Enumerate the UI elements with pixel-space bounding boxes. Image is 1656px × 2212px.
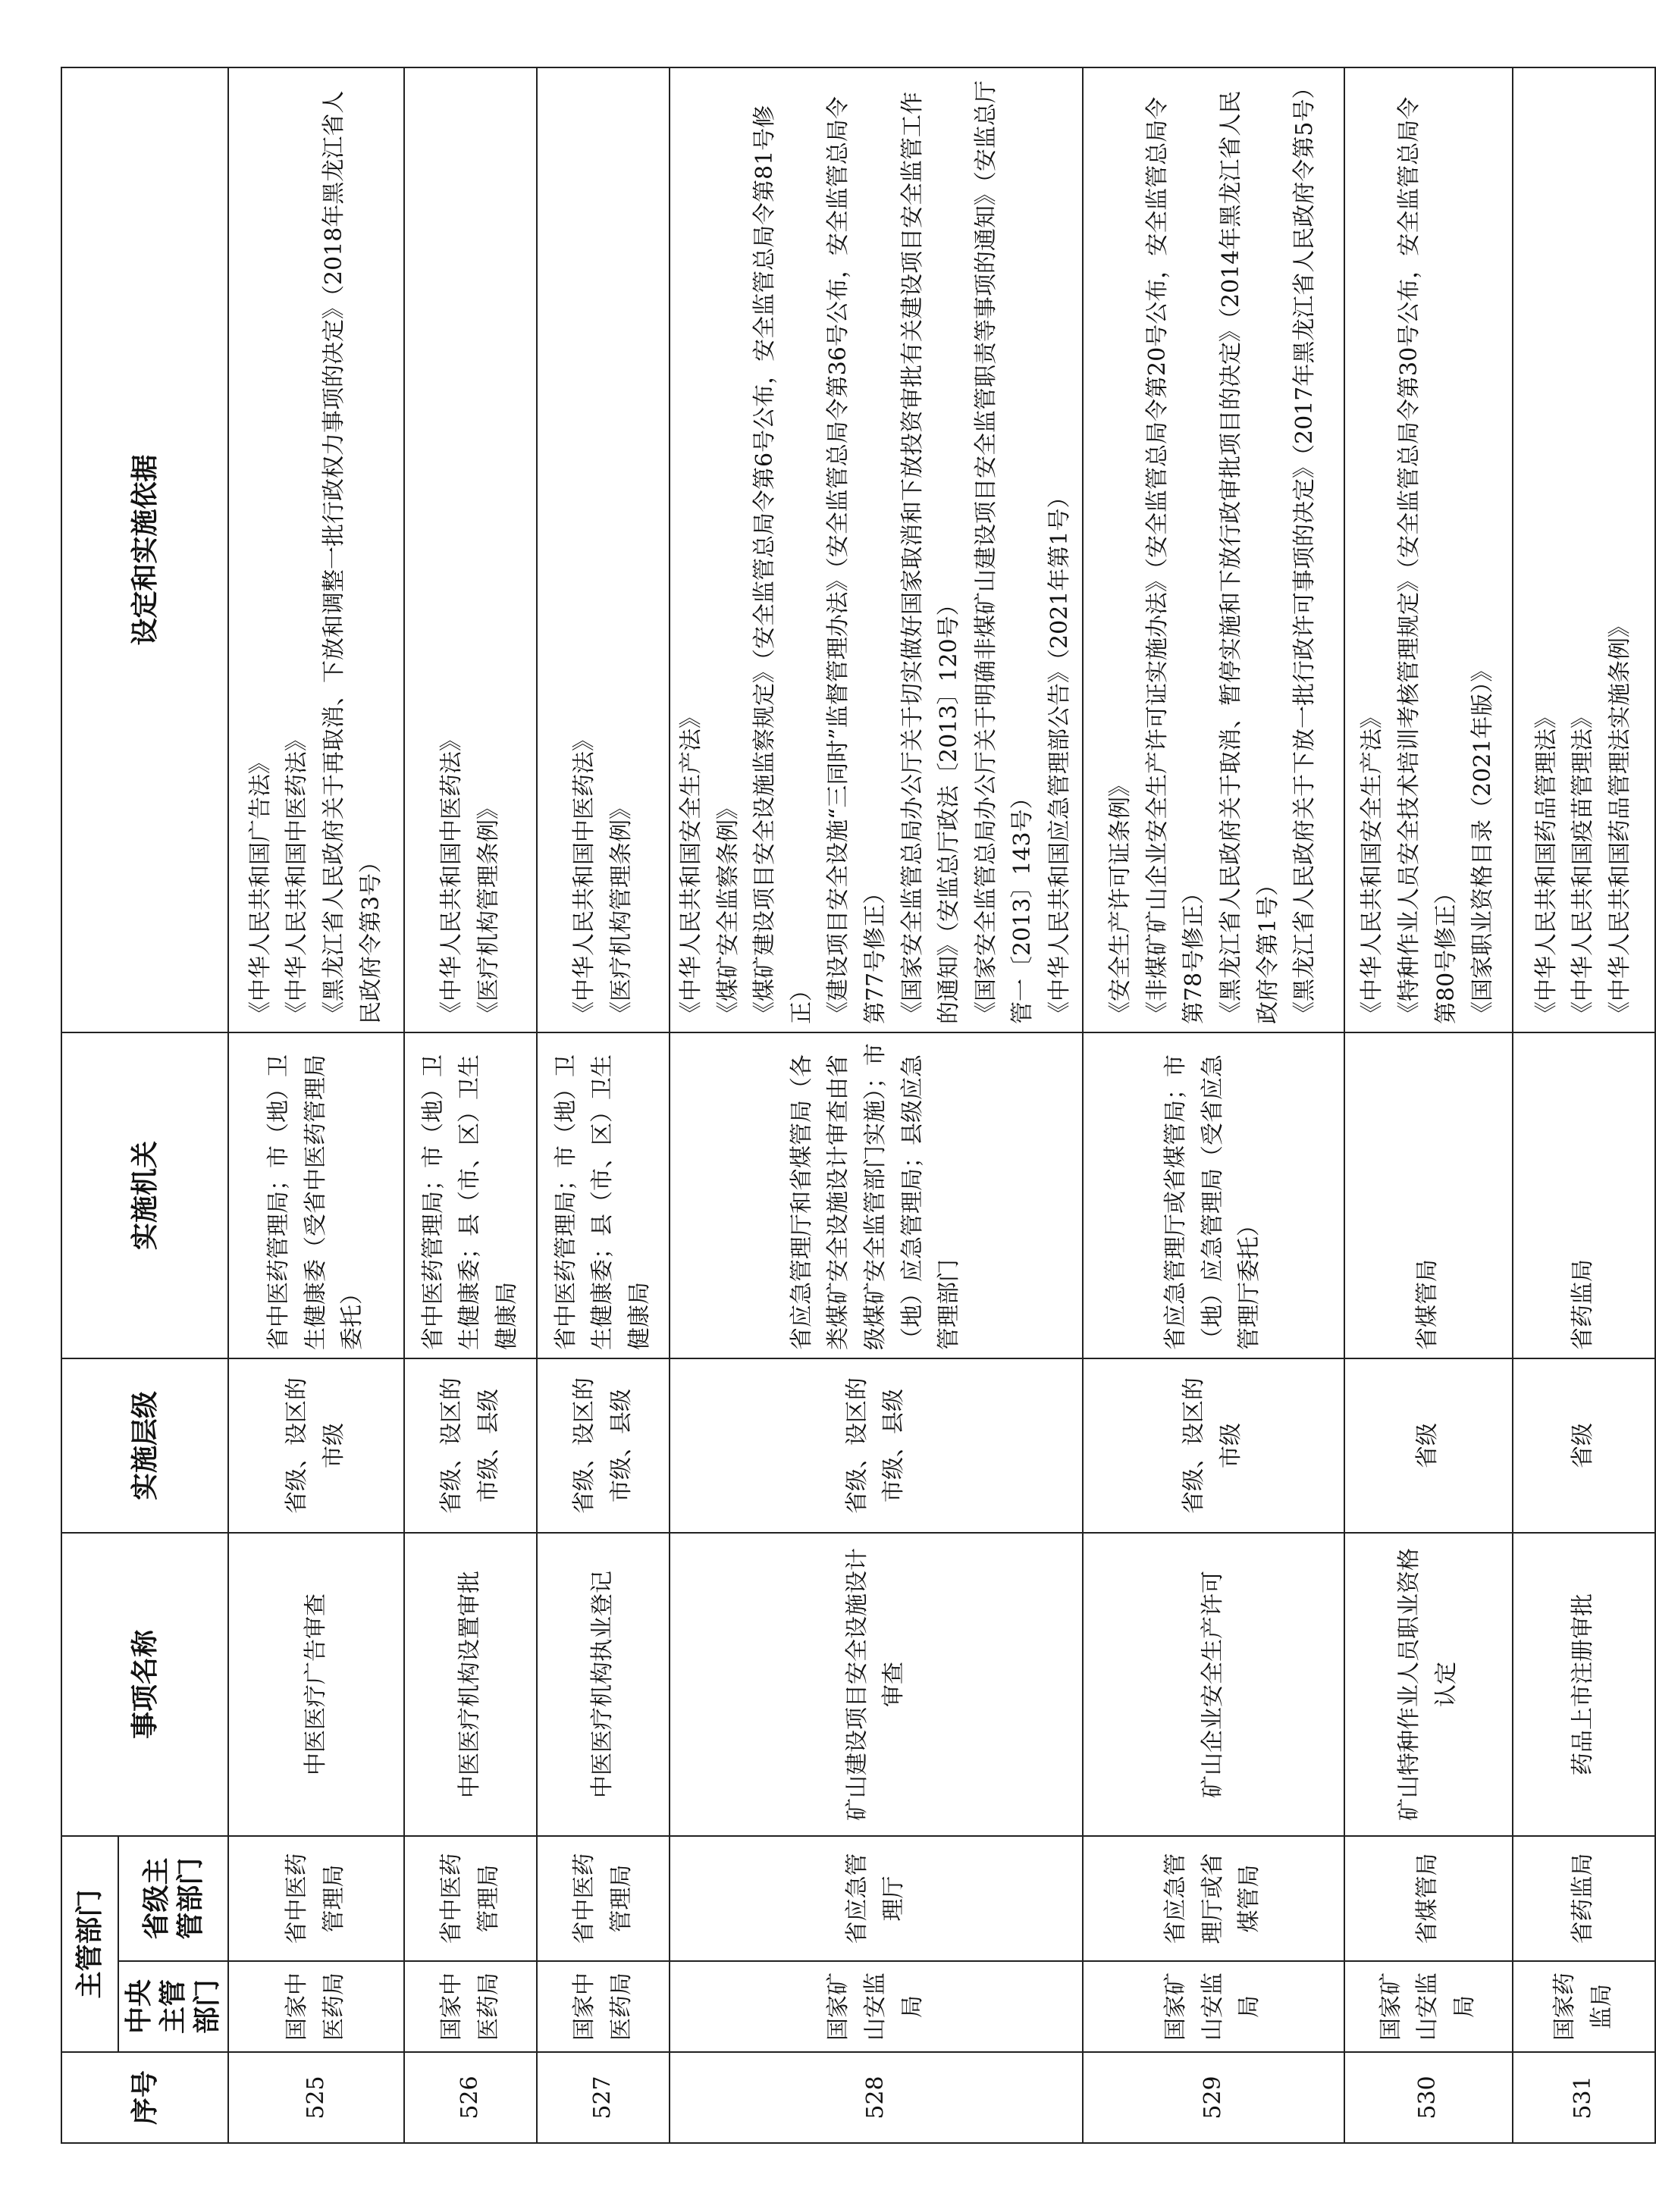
basis-line: 《中华人民共和国安全生产法》 bbox=[1359, 705, 1386, 1024]
row-central-dept: 国家中医药局 bbox=[228, 1961, 404, 2052]
row-seq: 525 bbox=[228, 2052, 404, 2143]
basis-line: 《中华人民共和国中医药法》 bbox=[438, 728, 465, 1024]
row-agency: 省中医药管理局；市（地）卫生健康委（受省中医药管理局委托） bbox=[228, 1032, 404, 1358]
row-level: 省级、设区的市级 bbox=[228, 1358, 404, 1533]
row-item-name: 中医医疗广告审查 bbox=[228, 1533, 404, 1836]
row-basis bbox=[670, 67, 1083, 1032]
basis-line: 《中华人民共和国药品管理法》 bbox=[1532, 705, 1560, 1024]
row-level: 省级 bbox=[1344, 1358, 1513, 1533]
header-basis: 设定和实施依据 bbox=[61, 67, 228, 1032]
table-row bbox=[1083, 67, 1344, 2143]
row-seq: 531 bbox=[1513, 2052, 1655, 2143]
row-provincial-dept: 省应急管理厅或省煤管局 bbox=[1083, 1836, 1344, 1961]
row-level: 省级、设区的市级 bbox=[1083, 1358, 1344, 1533]
table-row bbox=[1513, 67, 1655, 2143]
row-agency: 省中医药管理局；市（地）卫生健康委；县（市、区）卫生健康局 bbox=[404, 1032, 537, 1358]
table-row bbox=[404, 67, 537, 2143]
basis-line: 《医疗机构管理条例》 bbox=[607, 796, 635, 1024]
row-item-name: 矿山企业安全生产许可 bbox=[1083, 1533, 1344, 1836]
basis-line: 《煤矿建设项目安全设施监察规定》（安全监管总局令第6号公布，安全监管总局令第81号修正） bbox=[751, 105, 815, 1024]
row-basis bbox=[228, 67, 404, 1032]
row-seq: 526 bbox=[404, 2052, 537, 2143]
header-seq: 序号 bbox=[61, 2052, 228, 2143]
basis-line: 《国家安全监管总局办公厅关于切实做好国家取消和下放投资审批有关建设项目安全监管工作的通知》（安监总厅政法〔2013〕120号） bbox=[899, 91, 963, 1024]
table-row bbox=[670, 67, 1083, 2143]
row-level: 省级、设区的市级、县级 bbox=[670, 1358, 1083, 1533]
basis-line: 《国家职业资格目录（2021年版）》 bbox=[1469, 659, 1497, 1024]
row-provincial-dept: 省中医药管理局 bbox=[404, 1836, 537, 1961]
row-provincial-dept: 省煤管局 bbox=[1344, 1836, 1513, 1961]
row-item-name: 矿山特种作业人员职业资格认定 bbox=[1344, 1533, 1513, 1836]
header-item-name: 事项名称 bbox=[61, 1533, 228, 1836]
row-agency: 省中医药管理局；市（地）卫生健康委；县（市、区）卫生健康局 bbox=[537, 1032, 670, 1358]
row-central-dept: 国家中医药局 bbox=[537, 1961, 670, 2052]
basis-line: 《中华人民共和国药品管理法实施条例》 bbox=[1606, 614, 1633, 1024]
basis-line: 《建设项目安全设施“三同时”监督管理办法》（安全监管总局令第36号公布，安全监管总局令第77号修正） bbox=[825, 96, 889, 1024]
row-basis bbox=[1083, 67, 1344, 1032]
basis-line: 《黑龙江省人民政府关于下放一批行政许可事项的决定》（2017年黑龙江省人民政府令第5号） bbox=[1291, 76, 1319, 1024]
basis-line: 《国家安全监管总局办公厅关于明确非煤矿山建设项目安全监管职责等事项的通知》（安监总厅管一〔2013〕143号） bbox=[972, 80, 1037, 1024]
basis-line: 《医疗机构管理条例》 bbox=[475, 796, 502, 1024]
row-seq: 527 bbox=[537, 2052, 670, 2143]
header-agency: 实施机关 bbox=[61, 1032, 228, 1358]
basis-line: 《安全生产许可证条例》 bbox=[1107, 773, 1134, 1024]
table-row bbox=[537, 67, 670, 2143]
row-agency: 省药监局 bbox=[1513, 1032, 1655, 1358]
table-row bbox=[228, 67, 404, 2143]
row-provincial-dept: 省应急管理厅 bbox=[670, 1836, 1083, 1961]
row-agency: 省应急管理厅和省煤管局（各类煤矿安全设施设计审查由省级煤矿安全监管部门实施）；市（地）应急管理局；县级应急管理部门 bbox=[670, 1032, 1083, 1358]
header-dept-group: 主管部门 bbox=[61, 1836, 118, 2052]
header-level: 实施层级 bbox=[61, 1358, 228, 1533]
row-central-dept: 国家矿山安监局 bbox=[670, 1961, 1083, 2052]
row-provincial-dept: 省中医药管理局 bbox=[537, 1836, 670, 1961]
row-seq: 529 bbox=[1083, 2052, 1344, 2143]
row-item-name: 中医医疗机构执业登记 bbox=[537, 1533, 670, 1836]
row-seq: 528 bbox=[670, 2052, 1083, 2143]
basis-line: 《黑龙江省人民政府关于取消、暂停实施和下放行政审批项目的决定》（2014年黑龙江省人民政府令第1号） bbox=[1218, 90, 1281, 1024]
row-seq: 530 bbox=[1344, 2052, 1513, 2143]
row-basis bbox=[537, 67, 670, 1032]
basis-line: 《中华人民共和国广告法》 bbox=[246, 750, 274, 1024]
row-item-name: 药品上市注册审批 bbox=[1513, 1533, 1655, 1836]
basis-line: 《中华人民共和国疫苗管理法》 bbox=[1570, 705, 1597, 1024]
row-central-dept: 国家矿山安监局 bbox=[1083, 1961, 1344, 2052]
row-basis bbox=[404, 67, 537, 1032]
header-central-dept: 中央主管部门 bbox=[118, 1961, 228, 2052]
basis-line: 《非煤矿矿山企业安全生产许可证实施办法》（安全监管总局令第20号公布，安全监管总局令第78号修正） bbox=[1143, 96, 1208, 1024]
basis-line: 《中华人民共和国应急管理部公告》（2021年第1号） bbox=[1046, 485, 1073, 1024]
basis-line: 《煤矿安全监察条例》 bbox=[714, 796, 742, 1024]
table-row bbox=[1344, 67, 1513, 2143]
basis-line: 《特种作业人员安全技术培训考核管理规定》（安全监管总局令第30号公布，安全监管总局令第80号修正） bbox=[1395, 96, 1460, 1024]
row-agency: 省煤管局 bbox=[1344, 1032, 1513, 1358]
row-central-dept: 国家药监局 bbox=[1513, 1961, 1655, 2052]
basis-line: 《中华人民共和国安全生产法》 bbox=[678, 705, 704, 1024]
basis-line: 《中华人民共和国中医药法》 bbox=[284, 728, 311, 1024]
row-item-name: 中医医疗机构设置审批 bbox=[404, 1533, 537, 1836]
row-provincial-dept: 省中医药管理局 bbox=[228, 1836, 404, 1961]
row-basis bbox=[1344, 67, 1513, 1032]
row-level: 省级、设区的市级、县级 bbox=[404, 1358, 537, 1533]
row-level: 省级 bbox=[1513, 1358, 1655, 1533]
basis-line: 《黑龙江省人民政府关于再取消、下放和调整一批行政权力事项的决定》（2018年黑龙江省人民政府令第3号） bbox=[321, 90, 384, 1024]
table-body bbox=[228, 67, 1655, 2143]
row-item-name: 矿山建设项目安全设施设计审查 bbox=[670, 1533, 1083, 1836]
row-central-dept: 国家中医药局 bbox=[404, 1961, 537, 2052]
row-central-dept: 国家矿山安监局 bbox=[1344, 1961, 1513, 2052]
row-basis bbox=[1513, 67, 1655, 1032]
row-provincial-dept: 省药监局 bbox=[1513, 1836, 1655, 1961]
row-level: 省级、设区的市级、县级 bbox=[537, 1358, 670, 1533]
header-provincial-dept: 省级主管部门 bbox=[118, 1836, 228, 1961]
row-agency: 省应急管理厅或省煤管局；市（地）应急管理局（受省应急管理厅委托） bbox=[1083, 1032, 1344, 1358]
basis-line: 《中华人民共和国中医药法》 bbox=[570, 728, 597, 1024]
item-table bbox=[61, 67, 1656, 2144]
